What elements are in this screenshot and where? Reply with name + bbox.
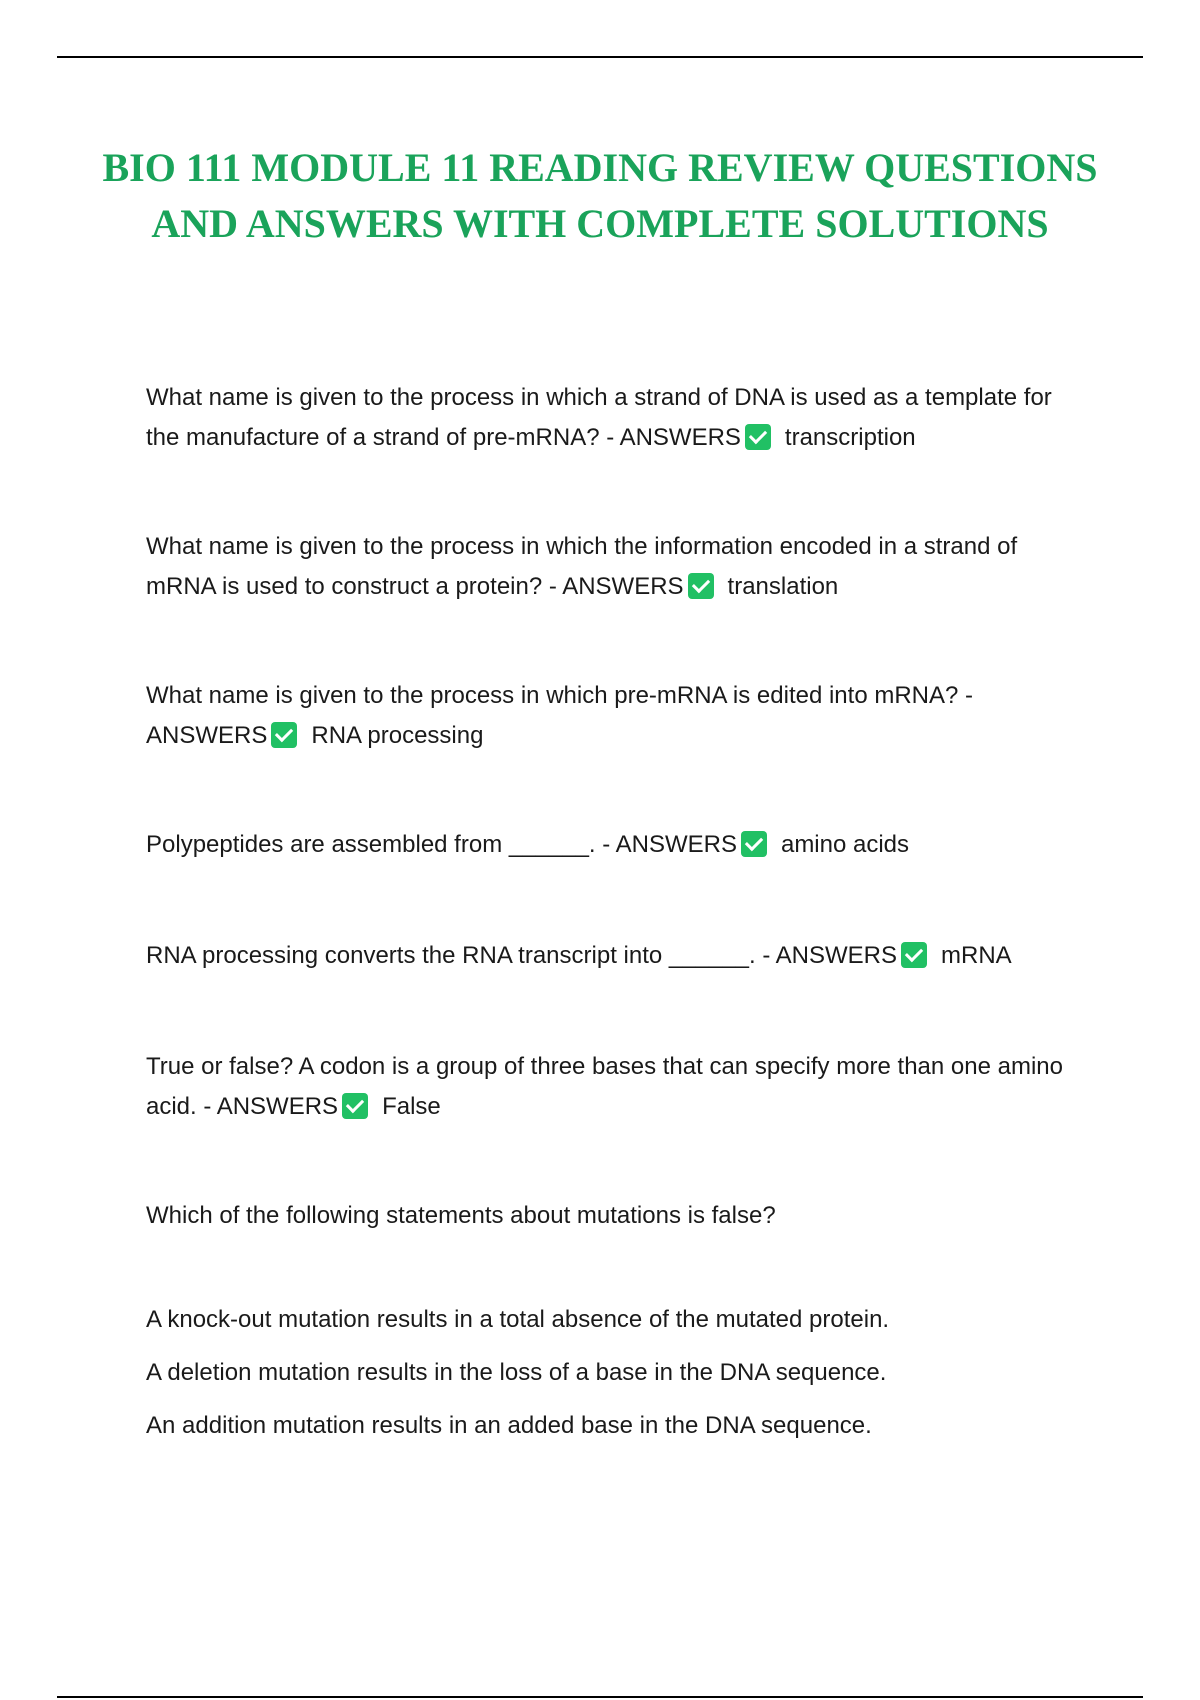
check-mark-icon: [271, 722, 297, 748]
question-text: What name is given to the process in which a strand of DNA is used as a template for the manufacture of a strand of pre-mRNA?: [146, 384, 1052, 451]
check-mark-icon: [745, 424, 771, 450]
answer-marker: - ANSWERS: [606, 424, 741, 451]
mutation-option-1: A knock-out mutation results in a total absence of the mutated protein.: [146, 1306, 890, 1333]
answer-text: transcription: [784, 424, 916, 451]
qa-item-3: [146, 676, 1086, 756]
qa-item-6: [146, 1047, 1086, 1127]
question-text: Polypeptides are assembled from ______.: [146, 831, 596, 858]
question-text: What name is given to the process in which the information encoded in a strand of mRNA is used to construct a protein?: [146, 533, 1018, 600]
qa-item-4: [146, 825, 1086, 865]
qa-item-1: [146, 378, 1086, 458]
answer-text: amino acids: [780, 831, 910, 858]
top-rule: [57, 56, 1143, 58]
question-text: True or false? A codon is a group of three bases that can specify more than one amino acid.: [146, 1053, 1063, 1120]
check-mark-icon: [901, 942, 927, 968]
answer-marker: - ANSWERS: [146, 682, 974, 749]
answer-text: RNA processing: [311, 722, 484, 749]
qa-item-2: [146, 527, 1086, 607]
document-title: BIO 111 MODULE 11 READING REVIEW QUESTIONS AND ANSWERS WITH COMPLETE SOLUTIONS: [102, 145, 1098, 246]
answer-marker: - ANSWERS: [762, 942, 898, 969]
answer-marker: - ANSWERS: [203, 1093, 339, 1120]
document-body: [146, 378, 1086, 1459]
answer-marker: - ANSWERS: [548, 573, 684, 600]
answer-text: False: [382, 1093, 441, 1120]
mutation-option-3: An addition mutation results in an added base in the DNA sequence.: [146, 1412, 872, 1439]
mutation-option-2: A deletion mutation results in the loss of a base in the DNA sequence.: [146, 1359, 887, 1386]
check-mark-icon: [741, 831, 767, 857]
check-mark-icon: [342, 1093, 368, 1119]
answer-marker: - ANSWERS: [602, 831, 737, 858]
answer-text: translation: [727, 573, 839, 600]
qa-item-5: [146, 936, 1086, 976]
question-text: RNA processing converts the RNA transcript into ______.: [146, 942, 756, 969]
open-question: Which of the following statements about mutations is false?: [146, 1202, 776, 1229]
bottom-rule: [57, 1696, 1143, 1698]
question-text: What name is given to the process in which pre-mRNA is edited into mRNA?: [146, 682, 959, 709]
answer-text: mRNA: [941, 942, 1012, 969]
check-mark-icon: [688, 573, 714, 599]
